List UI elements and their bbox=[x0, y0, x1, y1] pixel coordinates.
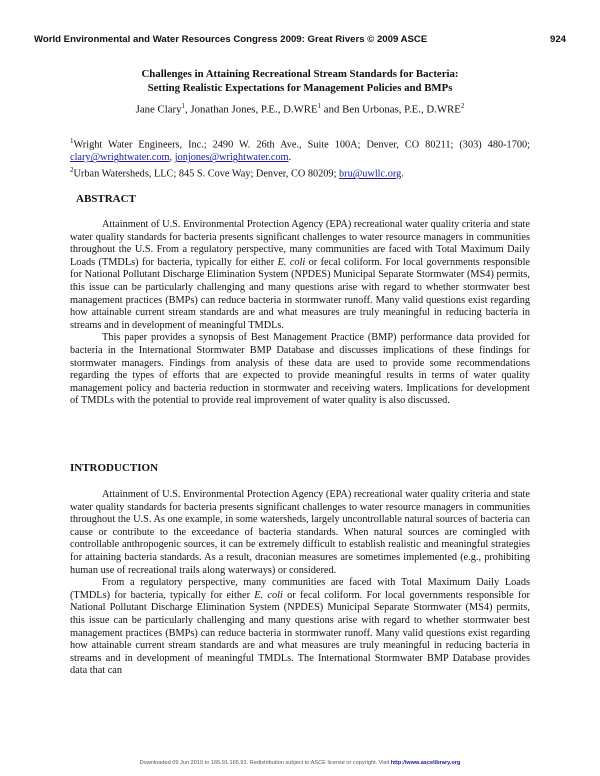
page-number: 924 bbox=[549, 34, 566, 45]
section-heading-introduction: INTRODUCTION bbox=[70, 462, 159, 474]
running-head bbox=[34, 34, 566, 45]
download-footer: Downloaded 09 Jun 2010 to 165.91.165.91. Redistribution subject to ASCE license or copyright. Visit http://www.ascelibrary.org bbox=[139, 760, 461, 766]
conference-title: World Environmental and Water Resources Congress 2009: Great Rivers © 2009 ASCE bbox=[34, 34, 428, 45]
paragraph: Attainment of U.S. Environmental Protection Agency (EPA) recreational water quality criteria and state water quality standards for bacteria presents significant challenges to water resource managers in communities throughout the U.S. As one example, in some watersheds, largely uncontrollable natural sources of bacteria can cause or contribute to the exceedance of bacteria standards. When natural sources are comingled with controllable anthropogenic sources, it can be extremely difficult to establish realistic and meaningful strategies for attaining bacteria standards. As a result, draconian measures are sometimes implemented (e.g., prohibiting human use of recreational trails along waterways) or considered. bbox=[70, 489, 530, 576]
email-link[interactable]: jonjones@wrightwater.com bbox=[174, 152, 289, 164]
email-link[interactable]: clary@wrightwater.com bbox=[70, 152, 170, 164]
author-affiliation-mark: 1 bbox=[317, 102, 322, 110]
paper-title-line-1: Challenges in Attaining Recreational Stream Standards for Bacteria: bbox=[141, 68, 459, 80]
email-link[interactable]: bru@uwllc.org bbox=[339, 168, 402, 180]
paper-title-line-2: Setting Realistic Expectations for Management Policies and BMPs bbox=[147, 81, 453, 94]
paragraph: This paper provides a synopsis of Best Management Practice (BMP) performance data provided for bacteria in the International Stormwater BMP Database and discusses implications of these findings for stormwater managers. Findings from analysis of these data are used to provide some recommendations regarding the types of efforts that are expected to provide meaningful results in terms of water quality management policy and bacteria reduction in stormwater and receiving waters. Implications for development of TMDLs with the potential to provide real improvement of water quality is also discussed. bbox=[70, 332, 530, 407]
author-list bbox=[60, 102, 540, 116]
author-name: Jane Clary bbox=[135, 103, 182, 116]
affiliations bbox=[70, 135, 530, 181]
author-affiliation-mark: 1 bbox=[181, 102, 186, 110]
section-heading-abstract: ABSTRACT bbox=[76, 193, 136, 205]
ascelibrary-link[interactable]: http://www.ascelibrary.org bbox=[390, 760, 461, 766]
title-block bbox=[60, 68, 540, 116]
paragraph: From a regulatory perspective, many communities are faced with Total Maximum Daily Loads (TMDLs) for bacteria, typically for either E. coli or fecal coliform. For local governments responsible for National Pollutant Discharge Elimination System (NPDES) Municipal Separate Stormwater (MS4) permits, this issue can be particularly challenging and many questions arise with regard to whether stormwater best management practices (BMPs) can reduce bacteria in stormwater runoff. Many valid questions exist regarding how attainable current stream standards are and what measures are truly meaningful in reducing bacteria in streams and in development of meaningful TMDLs. The International Stormwater BMP Database provides data that can bbox=[70, 577, 530, 677]
paragraph: Attainment of U.S. Environmental Protection Agency (EPA) recreational water quality criteria and state water quality standards for bacteria presents significant challenges to water resource managers in communities throughout the U.S. From a regulatory perspective, many communities are faced with Total Maximum Daily Loads (TMDLs) for bacteria, typically for either E. coli or fecal coliform. For local governments responsible for National Pollutant Discharge Elimination System (NPDES) Municipal Separate Stormwater (MS4) permits, this issue can be particularly challenging and many questions arise with regard to whether stormwater best management practices (BMPs) can reduce bacteria in stormwater runoff. Many valid questions exist regarding how attainable current stream standards are and what measures are truly meaningful in reducing bacteria in streams and in development of meaningful TMDLs. bbox=[70, 219, 530, 331]
affiliation-1: $^1$Wright Water Engineers, Inc.; 2490 W. 26th Ave., Suite 100A; Denver, CO 80211; (303) 480-1700; clary@wrightwater.com, jonjones@wrightwater.com. bbox=[70, 137, 530, 164]
author-affiliation-mark: 2 bbox=[460, 102, 465, 110]
author-name: and Ben Urbonas, P.E., D.WRE bbox=[321, 103, 461, 116]
introduction-body bbox=[70, 489, 530, 678]
abstract-body bbox=[70, 219, 530, 408]
author-name: , Jonathan Jones, P.E., D.WRE bbox=[185, 103, 318, 116]
affiliation-2: $^2$Urban Watersheds, LLC; 845 S. Cove Way; Denver, CO 80209; bru@uwllc.org. bbox=[70, 166, 404, 180]
